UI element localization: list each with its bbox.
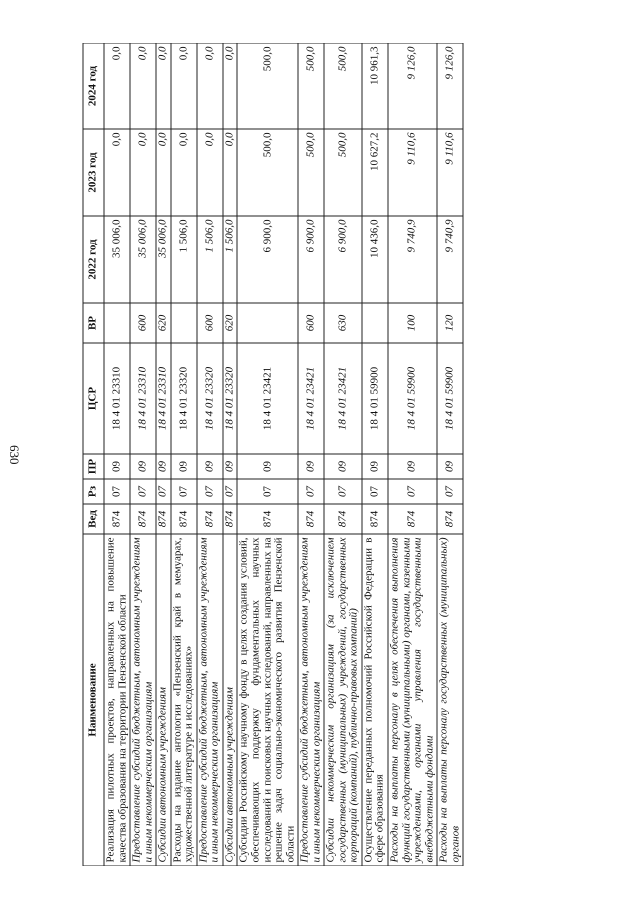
row-vr: 600 — [196, 303, 222, 343]
row-csr: 18 4 01 23310 — [156, 343, 171, 454]
row-name: Субсидии Российскому научному фонду в целях создания условий, обеспечивающих поддержку фундаментальных научных исследований и поисковых научных исследований, направленных на решение задач социально-экономического развития Пензенской области — [237, 534, 298, 866]
row-2024: 0,0 — [104, 43, 130, 129]
header-2024: 2024 год — [83, 43, 104, 129]
row-2024: 0,0 — [130, 43, 156, 129]
row-ved: 874 — [104, 504, 130, 534]
row-rz: 07 — [156, 479, 171, 504]
table-header-row — [83, 43, 104, 866]
row-pr: 09 — [437, 454, 463, 479]
row-2023: 0,0 — [104, 129, 130, 216]
header-ved: Вед — [83, 504, 104, 534]
row-name: Субсидии автономным учреждениям — [156, 534, 171, 866]
row-vr — [104, 303, 130, 343]
row-ved: 874 — [298, 504, 324, 534]
row-vr: 600 — [130, 303, 156, 343]
row-ved: 874 — [237, 504, 298, 534]
row-rz: 07 — [237, 479, 298, 504]
row-ved: 874 — [388, 504, 437, 534]
row-name: Предоставление субсидий бюджетным, автономным учреждениям и иным некоммерческим организациям — [196, 534, 222, 866]
row-2022: 6 900,0 — [324, 216, 362, 303]
row-2023: 500,0 — [298, 129, 324, 216]
row-rz: 07 — [104, 479, 130, 504]
row-name: Расходы на выплаты персоналу в целях обеспечения выполнения функций государственными (муниципальными) органами, казенными учреждениями, органами управления государственными внебюджетными фондами — [388, 534, 437, 866]
page-number: 630 — [7, 445, 22, 465]
row-2023: 10 627,2 — [361, 129, 387, 216]
row-vr: 600 — [298, 303, 324, 343]
row-pr: 09 — [104, 454, 130, 479]
row-vr: 120 — [437, 303, 463, 343]
row-csr: 18 4 01 23320 — [222, 343, 237, 454]
row-name: Субсидии некоммерческим организациям (за исключением государственных (муниципальных) учреждений, государственных корпораций (компаний), публично-правовых компаний) — [324, 534, 362, 866]
table-row — [437, 43, 463, 866]
row-csr: 18 4 01 59900 — [437, 343, 463, 454]
row-2023: 9 110,6 — [437, 129, 463, 216]
header-csr: ЦСР — [83, 343, 104, 454]
row-rz: 07 — [388, 479, 437, 504]
row-2024: 500,0 — [298, 43, 324, 129]
budget-table — [82, 43, 463, 866]
row-2022: 35 006,0 — [156, 216, 171, 303]
row-ved: 874 — [156, 504, 171, 534]
row-name: Предоставление субсидий бюджетным, автономным учреждениям и иным некоммерческим организациям — [130, 534, 156, 866]
row-pr: 09 — [156, 454, 171, 479]
row-csr: 18 4 01 23310 — [104, 343, 130, 454]
row-2023: 9 110,6 — [388, 129, 437, 216]
row-csr: 18 4 01 23310 — [130, 343, 156, 454]
row-2022: 9 740,9 — [437, 216, 463, 303]
row-2022: 10 436,0 — [361, 216, 387, 303]
row-name: Расходы на выплаты персоналу государственных (муниципальных) органов — [437, 534, 463, 866]
row-vr — [361, 303, 387, 343]
table-row — [104, 43, 130, 866]
row-2024: 9 126,0 — [388, 43, 437, 129]
row-csr: 18 4 01 23421 — [298, 343, 324, 454]
row-2022: 1 506,0 — [170, 216, 196, 303]
table-row — [170, 43, 196, 866]
row-rz: 07 — [437, 479, 463, 504]
row-ved: 874 — [324, 504, 362, 534]
row-rz: 07 — [222, 479, 237, 504]
row-2023: 500,0 — [324, 129, 362, 216]
row-2022: 1 506,0 — [222, 216, 237, 303]
row-ved: 874 — [196, 504, 222, 534]
row-rz: 07 — [324, 479, 362, 504]
row-rz: 07 — [130, 479, 156, 504]
header-rz: Рз — [83, 479, 104, 504]
row-2023: 500,0 — [237, 129, 298, 216]
row-pr: 09 — [361, 454, 387, 479]
header-pr: ПР — [83, 454, 104, 479]
row-ved: 874 — [437, 504, 463, 534]
row-2024: 10 961,3 — [361, 43, 387, 129]
row-vr: 620 — [222, 303, 237, 343]
row-2024: 0,0 — [156, 43, 171, 129]
table-row — [196, 43, 222, 866]
row-vr — [237, 303, 298, 343]
row-name: Предоставление субсидий бюджетным, автономным учреждениям и иным некоммерческим организациям — [298, 534, 324, 866]
row-pr: 09 — [222, 454, 237, 479]
table-row — [156, 43, 171, 866]
table-row — [222, 43, 237, 866]
row-2022: 6 900,0 — [298, 216, 324, 303]
row-csr: 18 4 01 23320 — [170, 343, 196, 454]
row-2022: 35 006,0 — [104, 216, 130, 303]
header-name: Наименование — [83, 534, 104, 866]
row-csr: 18 4 01 59900 — [361, 343, 387, 454]
table-row — [388, 43, 437, 866]
table-row — [130, 43, 156, 866]
table-body — [104, 43, 463, 866]
row-vr: 630 — [324, 303, 362, 343]
table-row — [298, 43, 324, 866]
row-csr: 18 4 01 23421 — [237, 343, 298, 454]
row-2024: 500,0 — [237, 43, 298, 129]
table-row — [361, 43, 387, 866]
row-name: Реализация пилотных проектов, направленных на повышение качества образования на территории Пензенской области — [104, 534, 130, 866]
row-ved: 874 — [170, 504, 196, 534]
row-2024: 500,0 — [324, 43, 362, 129]
row-csr: 18 4 01 23421 — [324, 343, 362, 454]
row-ved: 874 — [361, 504, 387, 534]
header-2023: 2023 год — [83, 129, 104, 216]
header-2022: 2022 год — [83, 216, 104, 303]
row-name: Осуществление переданных полномочий Российской Федерации в сфере образования — [361, 534, 387, 866]
row-2023: 0,0 — [170, 129, 196, 216]
row-pr: 09 — [130, 454, 156, 479]
row-2024: 0,0 — [196, 43, 222, 129]
row-vr — [170, 303, 196, 343]
row-pr: 09 — [298, 454, 324, 479]
row-vr: 100 — [388, 303, 437, 343]
row-rz: 07 — [196, 479, 222, 504]
row-ved: 874 — [130, 504, 156, 534]
row-2024: 0,0 — [222, 43, 237, 129]
row-pr: 09 — [170, 454, 196, 479]
row-2023: 0,0 — [156, 129, 171, 216]
row-rz: 07 — [298, 479, 324, 504]
row-name: Субсидии автономным учреждениям — [222, 534, 237, 866]
row-rz: 07 — [361, 479, 387, 504]
table-row — [324, 43, 362, 866]
header-vr: ВР — [83, 303, 104, 343]
row-2024: 9 126,0 — [437, 43, 463, 129]
row-2024: 0,0 — [170, 43, 196, 129]
row-pr: 09 — [388, 454, 437, 479]
table-row — [237, 43, 298, 866]
row-2023: 0,0 — [130, 129, 156, 216]
row-2022: 1 506,0 — [196, 216, 222, 303]
row-pr: 09 — [237, 454, 298, 479]
row-2022: 35 006,0 — [130, 216, 156, 303]
row-pr: 09 — [324, 454, 362, 479]
row-2022: 6 900,0 — [237, 216, 298, 303]
row-csr: 18 4 01 23320 — [196, 343, 222, 454]
row-name: Расходы на издание антологии «Пензенский край в мемуарах, художественной литературе и исследованиях» — [170, 534, 196, 866]
budget-table-sheet — [82, 43, 558, 866]
row-pr: 09 — [196, 454, 222, 479]
row-rz: 07 — [170, 479, 196, 504]
row-ved: 874 — [222, 504, 237, 534]
row-2023: 0,0 — [222, 129, 237, 216]
row-2023: 0,0 — [196, 129, 222, 216]
row-2022: 9 740,9 — [388, 216, 437, 303]
row-vr: 620 — [156, 303, 171, 343]
row-csr: 18 4 01 59900 — [388, 343, 437, 454]
